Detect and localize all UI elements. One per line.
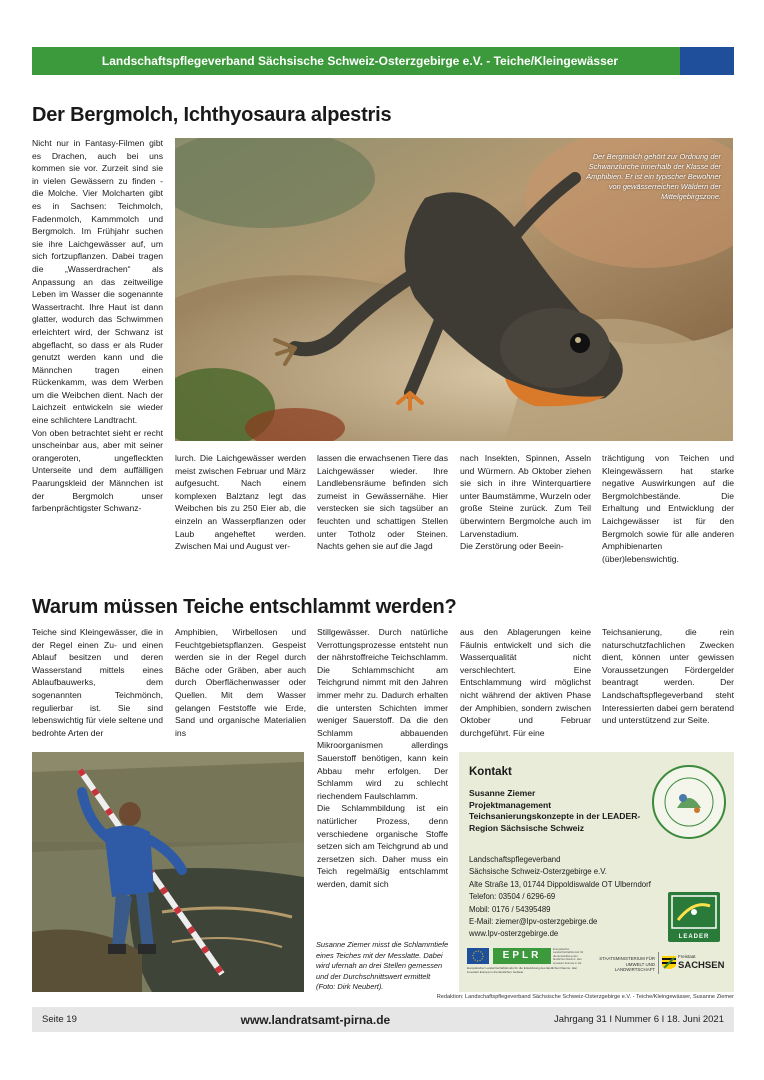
footer-bar	[32, 1007, 734, 1032]
redaktion-note: Redaktion: Landschaftspflegeverband Sächsische Schweiz-Osterzgebirge e.V. - Teiche/Kleingewässer, Susanne Ziemer	[436, 994, 734, 1000]
saxony-coat-of-arms-icon	[662, 956, 676, 972]
article2-column-1: Teiche sind Kleingewässer, die in der Regel einen Zu- und einen Ablauf besitzen und deren Wasserstand mittels eines Ablaufbauwerks, dem sogenannten Teichmönch, regulierbar ist. Sie sind lebenswichtig für viele seltene und bedrohte Arten der	[32, 627, 163, 738]
contact-title: Kontakt	[469, 766, 512, 778]
issue-info: Jahrgang 31 I Nummer 6 I 18. Juni 2021	[553, 1014, 724, 1025]
article1-column-4: nach Insekten, Spinnen, Asseln und Würmern. Ab Oktober ziehen sie sich in ihre Winterquartiere unter Baumstämme, Wurzeln oder große Steine zurück. Zum Teil überwintern Bergmolche auch im Larvenstadium. Die Zerstörung oder Beein-	[460, 453, 591, 552]
article-title-bergmolch: Der Bergmolch, Ichthyosaura alpestris	[32, 104, 392, 126]
contact-name-block: Susanne Ziemer Projektmanagement Teichsanierungskonzepte in der LEADER-Region Sächsische Schweiz	[469, 788, 641, 833]
lpv-seal-logo	[651, 764, 727, 840]
article1-column-5: trächtigung von Teichen und Kleingewässern hat starke negative Auswirkungen auf die Bergmolchbestände. Die Erhaltung und Entwicklung der Laichgewässer ist für den Bergmolch sowie für alle anderen Amphibienarten (über)lebenswichtig.	[602, 453, 734, 564]
freistaat-label: Freistaat	[678, 954, 696, 959]
article1-column-2: lurch. Die Laichgewässer werden meist zwischen Februar und März aufgesucht. Nach einem komplexen Balztanz legt das Weibchen bis zu 250 Eier ab, die einzeln an Wasserpflanzen oder Laub angeheftet werden. Zwischen Mai und August ver-	[175, 453, 306, 552]
eu-flag-icon	[467, 948, 489, 964]
article1-column-1: Nicht nur in Fantasy-Filmen gibt es Drachen, auch bei uns kommen sie vor. Zurzeit sind sie in vielen Gewässern zu finden - die Molche. Vier Molcharten gibt es in Sachsen: Teichmolch, Fadenmolch, Kammmolch und Bergmolch. Im Frühjahr suchen sie ihre Laichgewässer auf, um sich fortzupflanzen. Dabei tragen die „Wasserdrachen“ als Anpassung an das zeitweilige Leben im Wasser die sogenannte Wassertracht. Ihre Haut ist dann glatter, wodurch das Schwimmen erleichtert wird, der Schwanz ist abgeflacht, so dass er als Ruder genutzt werden kann und die Männchen tragen einen Rückenkamm, was dem Werben um die Weibchen dient. Nach der Laichzeit entwickeln sie wieder eine schlichtere Landtracht. Von oben betrachtet sieht er recht unscheinbar aus, aber mit seiner orangeroten, ungefleckten Unterseite und dem auffälligen Paarungskleid der Männchen ist der Bergmolch unser farbenprächtigster Schwanz-	[32, 138, 163, 514]
leader-logo-label: LEADER	[678, 934, 710, 940]
contact-info: Landschaftspflegeverband Sächsische Schweiz-Osterzgebirge e.V. Alte Straße 13, 01744 Dippoldiswalde OT Ulberndorf Telefon: 03504 / 6296-69 Mobil: 0176 / 54395489 E-Mail: ziemer@lpv-osterzgebirge.de www.lpv-osterzgebirge.de	[469, 855, 651, 939]
newt-photo-caption: Der Bergmolch gehört zur Ordnung der Schwanzlurche innerhalb der Klasse der Amphibien. Er ist ein typischer Bewohner von gewässerreichen Wäldern der Mittelgebirgszone.	[586, 152, 721, 201]
eplr-logo: EPLR	[493, 948, 551, 964]
sachsen-label: SACHSEN	[678, 960, 725, 971]
pond-photo	[32, 752, 304, 992]
leader-logo	[668, 892, 720, 942]
newt-photo	[175, 138, 733, 441]
header-accent-block	[680, 47, 734, 75]
eplr-note: Europäischer Landwirtschaftsfonds für die Entwicklung des ländlichen Raums: Hier investiert Europa in die	[553, 948, 584, 964]
logo-divider	[658, 952, 659, 974]
article2-column-5: Teichsanierung, die rein naturschutzfachlichen Zwecken dient, können unter gewissen Voraussetzungen Fördergelder beantragt werden. Der Landschaftspflegeverband steht Interessierten dabei gern beratend und unterstützend zur Seite.	[602, 627, 734, 726]
header-bar	[32, 47, 734, 75]
header-title: Landschaftspflegeverband Sächsische Schweiz-Osterzgebirge e.V. - Teiche/Kleingewässer	[32, 47, 680, 75]
footer-website-link[interactable]: www.landratsamt-pirna.de	[240, 1012, 391, 1027]
contact-box	[459, 752, 734, 992]
article-title-entschlammung: Warum müssen Teiche entschlammt werden?	[32, 596, 457, 618]
article2-column-3: Stillgewässer. Durch natürliche Verrottungsprozesse entsteht nun der nährstoffreiche Teichschlamm. Die Schlammschicht am Teichgrund nimmt mit den Jahren immer mehr zu. Dadurch erhalten die untersten Schichten immer weniger Sauerstoff. Da die den Schlamm abbauenden Mikroorganismen allerdings Sauerstoff benötigen, kann kein Abbau mehr erfolgen. Der Schlamm wird zu schlecht riechendem Faulschlamm. Die Schlammbildung ist ein natürlicher Prozess, denn verschiedene organische Stoffe setzen sich am Teichgrund ab und zersetzen sich. Daher muss ein Teich regelmäßig entschlammt werden, damit sich	[317, 627, 448, 889]
ministry-label: STAATSMINISTERIUM FÜR UMWELT UND LANDWIRTSCHAFT	[599, 956, 655, 973]
leader-icon	[668, 892, 720, 932]
article1-column-3: lassen die erwachsenen Tiere das Laichgewässer wieder. Ihre Landlebensräume befinden sich zumeist in Gewässernähe. Hier verstecken sie sich tagsüber an feuchten und schattigen Stellen unter Totholz oder Steinen. Nachts gehen sie auf die Jagd	[317, 453, 448, 552]
eu-fund-text: Europäischer Landwirtschaftsfonds für die Entwicklung des ländlichen Raums: Hier investiert Europa in die ländlichen Gebiete	[467, 966, 578, 974]
page-number: Seite 19	[42, 1014, 77, 1025]
pond-photo-caption: Susanne Ziemer misst die Schlammtiefe eines Teiches mit der Messlatte. Dabei wird ufernah an drei Stellen gemessen und der Durchschnittswert ermittelt (Foto: Dirk Neubert).	[316, 940, 449, 992]
article2-column-4: aus den Ablagerungen keine Fäulnis entwickelt und sich die Wasserqualität nicht verschlechtert. Eine Entschlammung wird möglichst nicht während der aktiven Phase der Amphibien, sondern zwischen Oktober und Februar durchgeführt. Für eine	[460, 627, 591, 738]
article2-column-2: Amphibien, Wirbellosen und Feuchtgebietspflanzen. Gespeist werden sie in der Regel durch Bäche oder Gräben, aber auch durch Oberflächenwasser oder Quellen. Mit dem Wasser gelangen Feststoffe wie Erde, Sand und organische Materialien ins	[175, 627, 306, 738]
